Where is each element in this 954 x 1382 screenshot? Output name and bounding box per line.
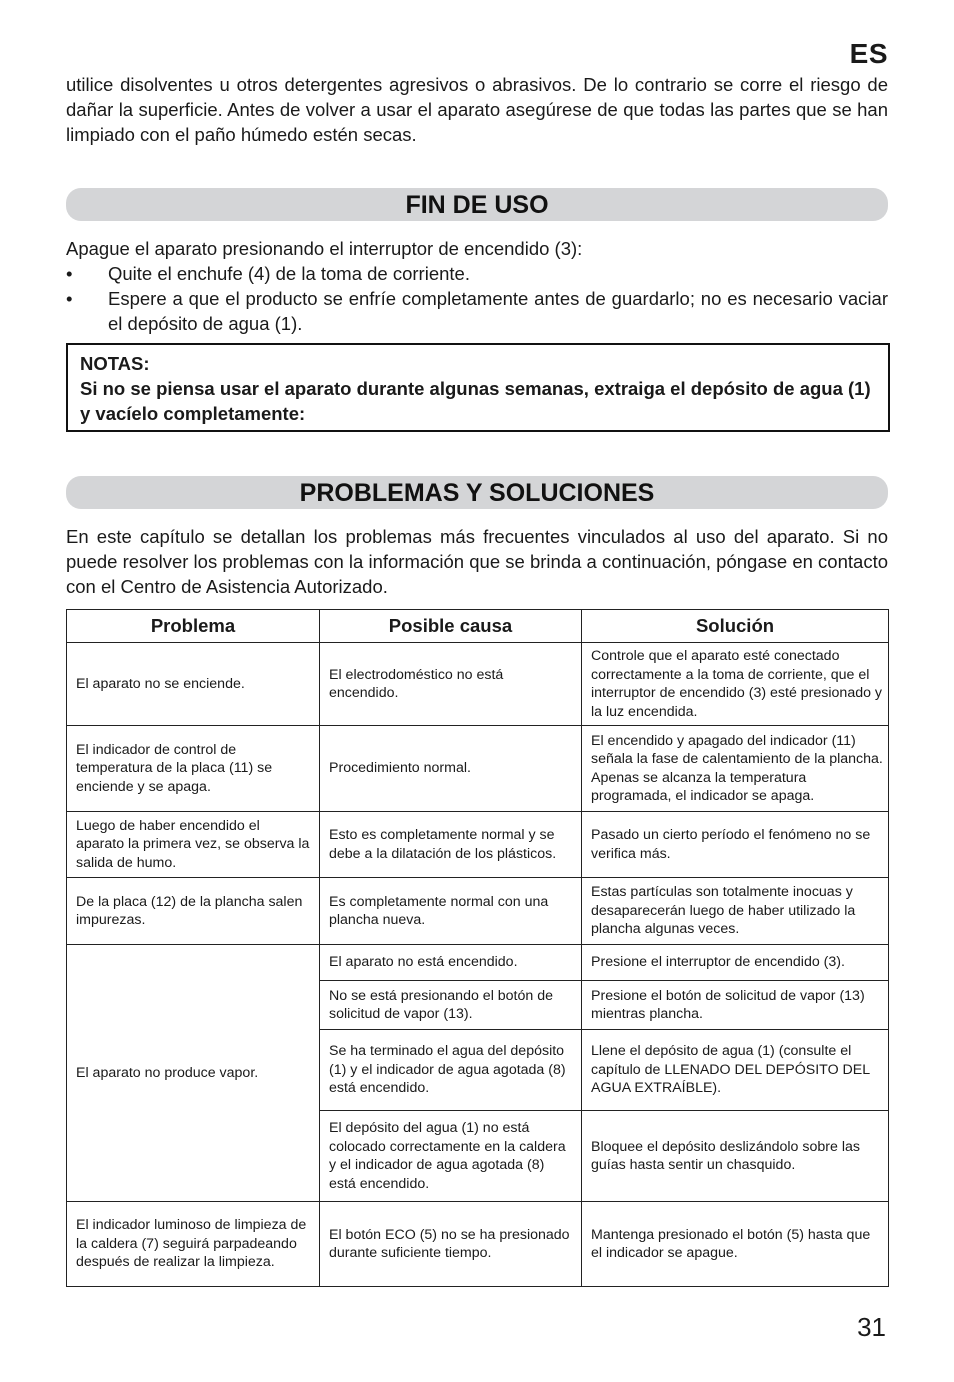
cell-solution: El encendido y apagado del indicador (11) señala la fase de calentamiento de la plancha. Apenas se alcanza la temperatura programada, el indicador se apaga.: [582, 726, 889, 812]
table-header-row: [67, 610, 889, 643]
table-row: [67, 1202, 889, 1287]
cell-solution: Bloquee el depósito deslizándolo sobre las guías hasta sentir un chasquido.: [582, 1111, 889, 1202]
cell-solution: Presione el botón de solicitud de vapor (13) mientras plancha.: [582, 981, 889, 1030]
fin-de-uso-bullet-list: [66, 261, 888, 336]
troubleshooting-table: [66, 609, 889, 1287]
cell-cause: El electrodoméstico no está encendido.: [320, 643, 582, 726]
cell-solution: Presione el interruptor de encendido (3).: [582, 945, 889, 981]
section-title-fin-de-uso: FIN DE USO: [66, 188, 888, 221]
problemas-intro: En este capítulo se detallan los problemas más frecuentes vinculados al uso del aparato. Si no puede resolver los problemas con la información que se brinda a continuación, póngase en contacto con el Centro de Asistencia Autorizado.: [66, 526, 888, 597]
cell-cause: Es completamente normal con una plancha nueva.: [320, 878, 582, 945]
cell-problem: El aparato no produce vapor.: [67, 945, 320, 1202]
cell-cause: Procedimiento normal.: [320, 726, 582, 812]
bullet-item: [66, 286, 888, 336]
cell-cause: El depósito del agua (1) no está colocado correctamente en la caldera y el indicador de agua agotada (8) está encendido.: [320, 1111, 582, 1202]
bullet-dot: •: [66, 288, 73, 309]
bullet-text: Espere a que el producto se enfríe completamente antes de guardarlo; no es necesario vaciar el depósito de agua (1).: [108, 288, 888, 334]
section-title-problemas: PROBLEMAS Y SOLUCIONES: [66, 476, 888, 509]
notes-title: NOTAS:: [80, 353, 150, 374]
table-row: [67, 878, 889, 945]
intro-paragraph: utilice disolventes u otros detergentes agresivos o abrasivos. De lo contrario se corre el riesgo de dañar la superficie. Antes de volver a usar el aparato asegúrese de que todas las partes que se han limpiado con el paño húmedo estén secas.: [66, 74, 888, 145]
header-solucion: Solución: [582, 610, 889, 643]
bullet-item: [66, 261, 888, 286]
header-posible-causa: Posible causa: [320, 610, 582, 643]
cell-problem: El indicador de control de temperatura de la placa (11) se enciende y se apaga.: [67, 726, 320, 812]
cell-cause: El botón ECO (5) no se ha presionado durante suficiente tiempo.: [320, 1202, 582, 1287]
cell-cause: Se ha terminado el agua del depósito (1) y el indicador de agua agotada (8) está encendido.: [320, 1030, 582, 1111]
header-problema: Problema: [67, 610, 320, 643]
cell-solution: Estas partículas son totalmente inocuas y desaparecerán luego de haber utilizado la plancha algunas veces.: [582, 878, 889, 945]
cell-solution: Llene el depósito de agua (1) (consulte el capítulo de LLENADO DEL DEPÓSITO DEL AGUA EXTRAÍBLE).: [582, 1030, 889, 1111]
cell-problem: De la placa (12) de la plancha salen impurezas.: [67, 878, 320, 945]
cell-cause: No se está presionando el botón de solicitud de vapor (13).: [320, 981, 582, 1030]
table-row: [67, 643, 889, 726]
table-row: [67, 726, 889, 812]
cell-problem: El indicador luminoso de limpieza de la caldera (7) seguirá parpadeando después de realizar la limpieza.: [67, 1202, 320, 1287]
cell-cause: Esto es completamente normal y se debe a la dilatación de los plásticos.: [320, 812, 582, 878]
page-number: 31: [857, 1312, 886, 1342]
cell-solution: Controle que el aparato esté conectado correctamente a la toma de corriente, que el interruptor de encendido (3) esté presionado y la luz encendida.: [582, 643, 889, 726]
cell-solution: Mantenga presionado el botón (5) hasta que el indicador se apague.: [582, 1202, 889, 1287]
language-tag: ES: [849, 38, 888, 69]
cell-cause: El aparato no está encendido.: [320, 945, 582, 981]
table-row: [67, 812, 889, 878]
table-row: [67, 945, 889, 981]
bullet-text: Quite el enchufe (4) de la toma de corriente.: [108, 263, 470, 284]
notes-text: Si no se piensa usar el aparato durante algunas semanas, extraiga el depósito de agua (1) y vacíelo completamente:: [80, 378, 871, 424]
cell-problem: El aparato no se enciende.: [67, 643, 320, 726]
notes-box: [66, 343, 890, 432]
bullet-dot: •: [66, 263, 73, 284]
fin-de-uso-lead: Apague el aparato presionando el interruptor de encendido (3):: [66, 238, 583, 259]
cell-problem: Luego de haber encendido el aparato la primera vez, se observa la salida de humo.: [67, 812, 320, 878]
cell-solution: Pasado un cierto período el fenómeno no se verifica más.: [582, 812, 889, 878]
